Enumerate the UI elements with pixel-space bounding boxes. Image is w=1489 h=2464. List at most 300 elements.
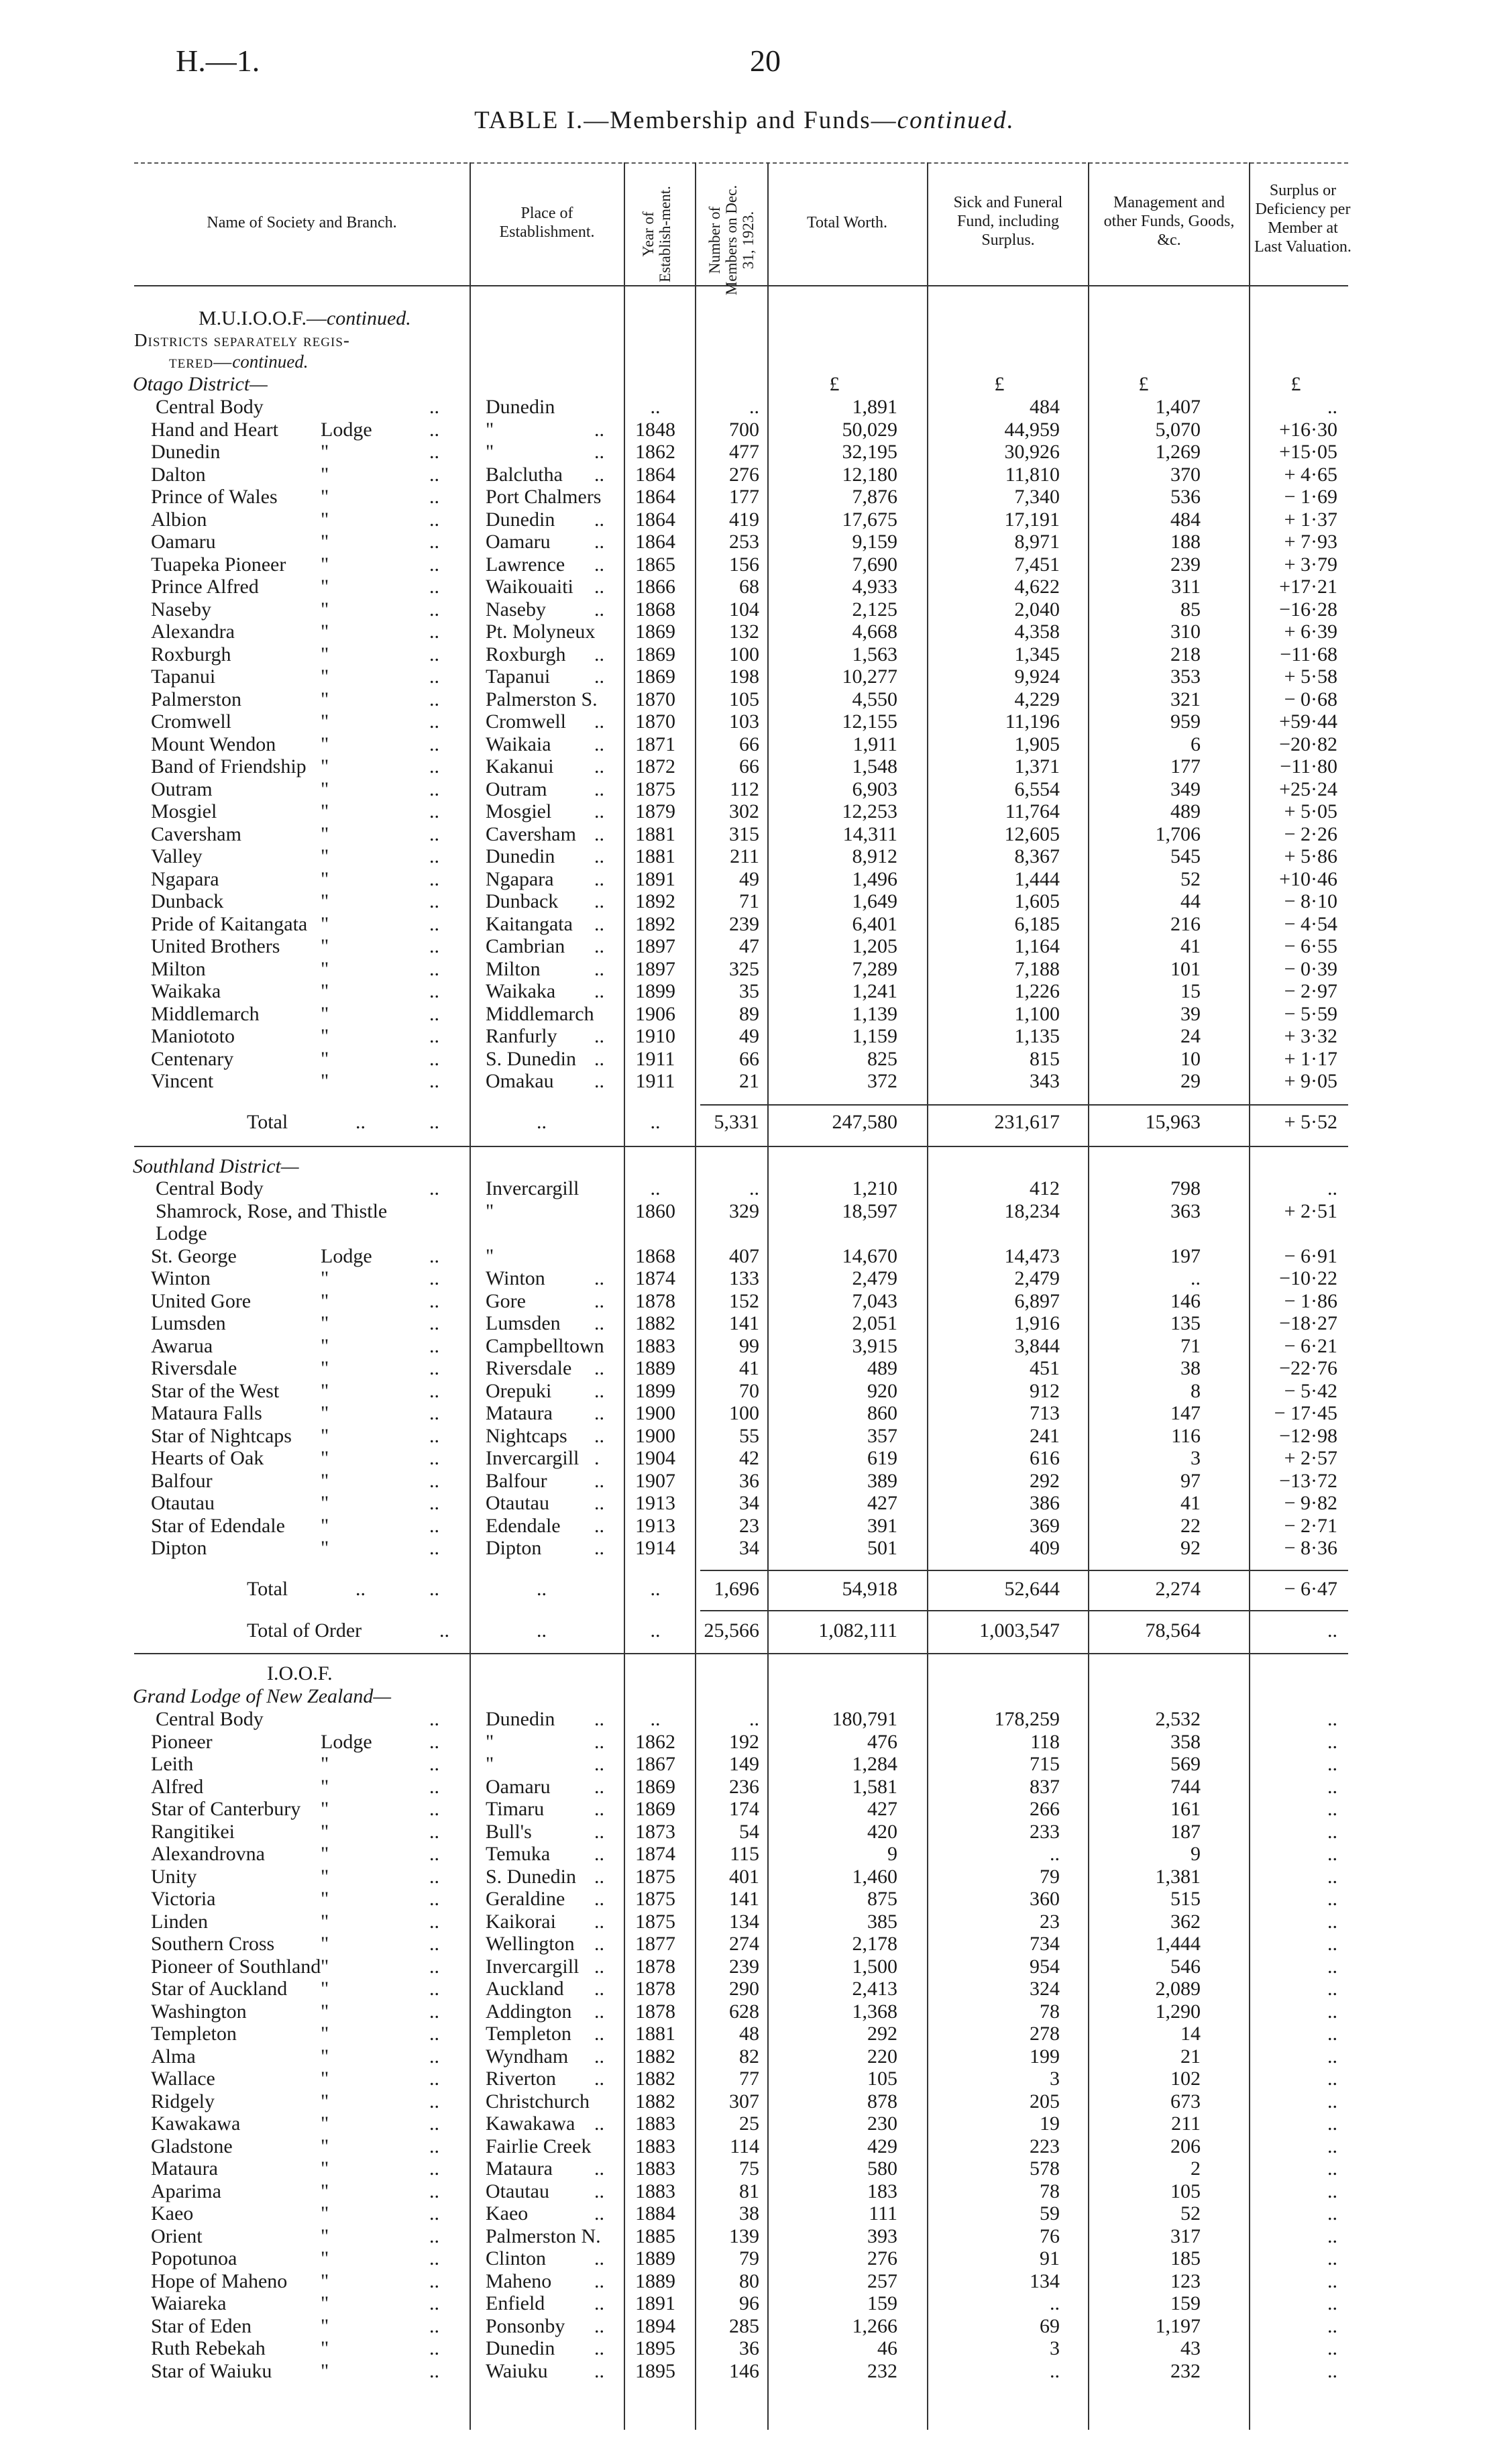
branch-name: Cromwell xyxy=(151,710,231,733)
dots: .. xyxy=(429,2068,439,2090)
management-fund: 52 xyxy=(1180,867,1201,890)
total-worth: 357 xyxy=(867,1424,897,1447)
dots: .. xyxy=(594,1775,604,1798)
place: Dipton xyxy=(486,1537,542,1559)
table-row xyxy=(0,2202,1489,2225)
management-fund: 353 xyxy=(1170,665,1201,688)
sick-fund: 30,926 xyxy=(1004,441,1060,463)
members: 141 xyxy=(729,1888,759,1910)
branch-name: United Gore xyxy=(151,1289,252,1312)
total-worth: 1,266 xyxy=(852,2314,897,2337)
management-fund: 310 xyxy=(1170,621,1201,643)
year: 1883 xyxy=(635,2135,675,2157)
surplus: + 3·32 xyxy=(1284,1025,1337,1047)
sick-fund: 52,644 xyxy=(1004,1578,1060,1600)
section-tered-label: tered— xyxy=(169,352,233,372)
branch-type: " xyxy=(321,2269,329,2292)
total-worth: 1,548 xyxy=(852,755,897,778)
year: 1874 xyxy=(635,1843,675,1865)
total-worth: 427 xyxy=(867,1492,897,1514)
surplus: −22·76 xyxy=(1279,1357,1337,1379)
sick-fund: 76 xyxy=(1040,2225,1060,2247)
branch-name: Aparima xyxy=(151,2180,221,2202)
management-fund: 10 xyxy=(1180,1047,1201,1070)
sick-fund: 19 xyxy=(1040,2112,1060,2135)
total-worth: 580 xyxy=(867,2157,897,2180)
dots: .. xyxy=(594,912,604,935)
dots: .. xyxy=(429,1820,439,1843)
dots: .. xyxy=(429,665,439,688)
branch-name: Middlemarch xyxy=(151,1002,260,1025)
year: 1875 xyxy=(635,778,675,800)
total-worth: 1,210 xyxy=(852,1177,897,1199)
members: 290 xyxy=(729,1978,759,2000)
surplus: − 1·69 xyxy=(1284,486,1337,508)
total-worth: 232 xyxy=(867,2359,897,2382)
year: 1892 xyxy=(635,912,675,935)
table-row xyxy=(0,1003,1489,1025)
col-header-sick: Sick and Funeral Fund, including Surplus. xyxy=(953,194,1063,249)
place: Waikouaiti xyxy=(486,576,573,598)
branch-name: Star of Canterbury xyxy=(151,1798,301,1820)
sick-fund: 59 xyxy=(1040,2202,1060,2225)
management-fund: 349 xyxy=(1170,778,1201,800)
members: 315 xyxy=(729,822,759,845)
place: " xyxy=(486,1753,494,1775)
dots: .. xyxy=(594,1424,604,1447)
sick-fund: 3 xyxy=(1050,2337,1060,2359)
dots: .. xyxy=(594,1312,604,1334)
dots: .. xyxy=(594,2112,604,2135)
surplus: .. xyxy=(1327,1865,1337,1888)
place: Otautau xyxy=(486,1492,549,1514)
branch-name: Riversdale xyxy=(151,1357,237,1379)
total-worth: 292 xyxy=(867,2023,897,2045)
dots: .. xyxy=(429,1047,439,1070)
sick-fund: 11,196 xyxy=(1005,710,1060,733)
sick-fund: 1,003,547 xyxy=(979,1619,1060,1642)
surplus: .. xyxy=(1327,2090,1337,2112)
place: Waiuku xyxy=(486,2359,548,2382)
total-worth: 1,241 xyxy=(852,980,897,1002)
surplus: +15·05 xyxy=(1279,441,1337,463)
branch-type: " xyxy=(321,2314,329,2337)
sick-fund: 578 xyxy=(1030,2157,1060,2180)
branch-type: " xyxy=(321,665,329,688)
branch-name: Alma xyxy=(151,2045,196,2068)
dots: .. xyxy=(429,643,439,665)
total-worth: 2,479 xyxy=(852,1267,897,1289)
dots: .. xyxy=(594,1537,604,1559)
branch-name: Gladstone xyxy=(151,2135,233,2157)
total-rule xyxy=(700,1570,1348,1571)
dots: .. xyxy=(594,1289,604,1312)
dots: .. xyxy=(429,1379,439,1402)
branch-name: Washington xyxy=(151,2000,247,2023)
surplus: .. xyxy=(1327,2045,1337,2068)
sick-fund: 451 xyxy=(1030,1357,1060,1379)
year: 1889 xyxy=(635,1357,675,1379)
surplus: .. xyxy=(1327,396,1337,418)
surplus: .. xyxy=(1327,2314,1337,2337)
branch-type: " xyxy=(321,2337,329,2359)
branch-type: " xyxy=(321,531,329,553)
dots: .. xyxy=(429,1492,439,1514)
total-worth: 14,311 xyxy=(842,822,897,845)
branch-name: Mount Wendon xyxy=(151,733,276,755)
members: 55 xyxy=(739,1424,759,1447)
sick-fund: .. xyxy=(1050,1843,1060,1865)
dots: .. xyxy=(594,1753,604,1775)
management-fund: 71 xyxy=(1180,1334,1201,1357)
total-worth: 276 xyxy=(867,2247,897,2269)
dots: .. xyxy=(429,1798,439,1820)
management-fund: 321 xyxy=(1170,688,1201,710)
sick-fund: 343 xyxy=(1030,1070,1060,1092)
management-fund: 218 xyxy=(1170,643,1201,665)
dots: .. xyxy=(429,1111,439,1133)
branch-type: " xyxy=(321,1047,329,1070)
year: 1881 xyxy=(635,845,675,867)
place: " xyxy=(486,1199,494,1222)
dots: .. xyxy=(429,508,439,531)
table-row xyxy=(0,1048,1489,1070)
branch-type: " xyxy=(321,598,329,621)
sick-fund: 205 xyxy=(1030,2090,1060,2112)
table-row xyxy=(0,1335,1489,1357)
branch-name: Palmerston xyxy=(151,688,241,710)
surplus: −10·22 xyxy=(1279,1267,1337,1289)
dots: .. xyxy=(429,822,439,845)
dots: .. xyxy=(594,822,604,845)
dots: . xyxy=(594,1447,600,1469)
sick-fund: .. xyxy=(1050,2292,1060,2314)
dots: .. xyxy=(429,2247,439,2269)
year: 1868 xyxy=(635,598,675,621)
branch-name: Maniototo xyxy=(151,1025,235,1047)
branch-type: " xyxy=(321,2292,329,2314)
place: Geraldine xyxy=(486,1888,565,1910)
members: 71 xyxy=(739,890,759,912)
sick-fund: 3 xyxy=(1050,2068,1060,2090)
management-fund: 1,444 xyxy=(1155,1933,1201,1955)
management-fund: 101 xyxy=(1170,957,1201,980)
branch-name: Oamaru xyxy=(151,531,216,553)
dots: .. xyxy=(594,1267,604,1289)
dots: .. xyxy=(594,2269,604,2292)
year: 1864 xyxy=(635,531,675,553)
branch-type: " xyxy=(321,643,329,665)
surplus: − 6·47 xyxy=(1284,1578,1337,1600)
management-fund: 2,532 xyxy=(1155,1708,1201,1730)
surplus: + 5·05 xyxy=(1284,800,1337,822)
col-header-worth: Total Worth. xyxy=(807,214,887,231)
table-title-main: TABLE I.—Membership and Funds— xyxy=(474,107,897,134)
year: 1907 xyxy=(635,1469,675,1492)
year: 1899 xyxy=(635,980,675,1002)
branch-type: " xyxy=(321,935,329,957)
branch-name: Central Body xyxy=(156,1177,264,1199)
total-worth: 6,903 xyxy=(852,778,897,800)
surplus: .. xyxy=(1327,1910,1337,1933)
total-worth: 1,368 xyxy=(852,2000,897,2023)
branch-type: " xyxy=(321,688,329,710)
members: .. xyxy=(749,1708,759,1730)
dots: .. xyxy=(429,1910,439,1933)
management-fund: 1,407 xyxy=(1155,396,1201,418)
sick-fund: 1,135 xyxy=(1014,1025,1060,1047)
dots: .. xyxy=(429,1730,439,1753)
dots: .. xyxy=(594,1888,604,1910)
sick-fund: 734 xyxy=(1030,1933,1060,1955)
management-fund: .. xyxy=(1191,1267,1201,1289)
place: Milton xyxy=(486,957,541,980)
dots: .. xyxy=(355,1578,366,1600)
branch-type: " xyxy=(321,553,329,576)
sick-fund: 4,229 xyxy=(1014,688,1060,710)
year: 1891 xyxy=(635,867,675,890)
sick-fund: 69 xyxy=(1040,2314,1060,2337)
page-number: 20 xyxy=(750,44,781,78)
total-worth: 17,675 xyxy=(842,508,897,531)
sick-fund: 1,164 xyxy=(1014,935,1060,957)
dots: .. xyxy=(429,733,439,755)
dots: .. xyxy=(594,2337,604,2359)
table-row xyxy=(0,643,1489,665)
surplus: −12·98 xyxy=(1279,1424,1337,1447)
branch-name: Dalton xyxy=(151,463,206,486)
management-fund: 116 xyxy=(1171,1424,1201,1447)
year: 1911 xyxy=(635,1070,675,1092)
table-row xyxy=(0,1312,1489,1334)
members: 48 xyxy=(739,2023,759,2045)
place: Outram xyxy=(486,778,547,800)
branch-type: " xyxy=(321,845,329,867)
table-row xyxy=(0,2068,1489,2090)
surplus: − 6·55 xyxy=(1284,935,1337,957)
year: 1870 xyxy=(635,688,675,710)
management-fund: 8 xyxy=(1191,1379,1201,1402)
sick-fund: 6,897 xyxy=(1014,1289,1060,1312)
sick-fund: 484 xyxy=(1030,396,1060,418)
total-worth: 6,401 xyxy=(852,912,897,935)
table-row xyxy=(0,2360,1489,2382)
place: Cromwell xyxy=(486,710,566,733)
total-worth: 7,289 xyxy=(852,957,897,980)
place: Tapanui xyxy=(486,665,551,688)
surplus: .. xyxy=(1327,2112,1337,2135)
branch-type: " xyxy=(321,2202,329,2225)
total-worth: 10,277 xyxy=(842,665,897,688)
sick-fund: 954 xyxy=(1030,1955,1060,1978)
dots: .. xyxy=(429,688,439,710)
table-row xyxy=(0,1515,1489,1537)
branch-type: " xyxy=(321,733,329,755)
total-worth: 257 xyxy=(867,2269,897,2292)
dots: .. xyxy=(429,980,439,1002)
sick-fund: 912 xyxy=(1030,1379,1060,1402)
dots: .. xyxy=(429,1753,439,1775)
total-worth: 1,911 xyxy=(852,733,897,755)
total-worth: 489 xyxy=(867,1357,897,1379)
branch-type: " xyxy=(321,1978,329,2000)
year: 1878 xyxy=(635,1978,675,2000)
surplus: + 9·05 xyxy=(1284,1070,1337,1092)
year: 1868 xyxy=(635,1244,675,1267)
order-total-label: Total of Order xyxy=(247,1619,362,1642)
place: Templeton xyxy=(486,2023,571,2045)
branch-type: " xyxy=(321,1798,329,1820)
total-worth: 54,918 xyxy=(842,1578,897,1600)
surplus: +17·21 xyxy=(1279,576,1337,598)
dots: .. xyxy=(594,1843,604,1865)
surplus: − 6·21 xyxy=(1284,1334,1337,1357)
total-rule xyxy=(700,1610,1348,1611)
southland-total-label: Total xyxy=(247,1578,288,1600)
dots: .. xyxy=(594,800,604,822)
total-worth: 1,581 xyxy=(852,1775,897,1798)
sick-fund: 616 xyxy=(1030,1447,1060,1469)
year: 1910 xyxy=(635,1025,675,1047)
year: 1889 xyxy=(635,2269,675,2292)
members: 419 xyxy=(729,508,759,531)
branch-name: Alexandrovna xyxy=(151,1843,265,1865)
dots: .. xyxy=(429,778,439,800)
total-worth: 389 xyxy=(867,1469,897,1492)
sick-fund: 815 xyxy=(1030,1047,1060,1070)
dots: .. xyxy=(429,2000,439,2023)
year: 1881 xyxy=(635,822,675,845)
management-fund: 39 xyxy=(1180,1002,1201,1025)
members: 236 xyxy=(729,1775,759,1798)
place: Cambrian xyxy=(486,935,565,957)
branch-name: Dunback xyxy=(151,890,224,912)
dots: .. xyxy=(594,463,604,486)
management-fund: 22 xyxy=(1180,1514,1201,1537)
total-worth: 1,563 xyxy=(852,643,897,665)
management-fund: 92 xyxy=(1180,1537,1201,1559)
management-fund: 5,070 xyxy=(1155,418,1201,441)
surplus: .. xyxy=(1327,2269,1337,2292)
table-row xyxy=(0,1776,1489,1798)
dots: .. xyxy=(429,800,439,822)
branch-type: " xyxy=(321,621,329,643)
dots: .. xyxy=(594,643,604,665)
year: 1883 xyxy=(635,2180,675,2202)
sick-fund: 6,554 xyxy=(1014,778,1060,800)
surplus: −20·82 xyxy=(1279,733,1337,755)
year: 1871 xyxy=(635,733,675,755)
place: Invercargill xyxy=(486,1447,580,1469)
dots: .. xyxy=(594,1025,604,1047)
members: 253 xyxy=(729,531,759,553)
branch-name: Band of Friendship xyxy=(151,755,307,778)
dots: .. xyxy=(429,1289,439,1312)
table-row xyxy=(0,1177,1489,1199)
members: 36 xyxy=(739,2337,759,2359)
place: Orepuki xyxy=(486,1379,552,1402)
table-row xyxy=(0,1753,1489,1775)
section-rule xyxy=(134,1146,1348,1147)
members: 34 xyxy=(739,1492,759,1514)
surplus: .. xyxy=(1327,2180,1337,2202)
branch-name: Pride of Kaitangata xyxy=(151,912,308,935)
members: 146 xyxy=(729,2359,759,2382)
sick-fund: 91 xyxy=(1040,2247,1060,2269)
surplus: + 5·86 xyxy=(1284,845,1337,867)
dots: .. xyxy=(594,441,604,463)
management-fund: 489 xyxy=(1170,800,1201,822)
surplus: − 2·71 xyxy=(1284,1514,1337,1537)
members: 80 xyxy=(739,2269,759,2292)
sick-fund: 233 xyxy=(1030,1820,1060,1843)
dots: .. xyxy=(594,1865,604,1888)
year: 1865 xyxy=(635,553,675,576)
management-fund: 959 xyxy=(1170,710,1201,733)
sick-fund: 7,340 xyxy=(1014,486,1060,508)
table-row xyxy=(0,2225,1489,2247)
members: 99 xyxy=(739,1334,759,1357)
surplus: − 8·36 xyxy=(1284,1537,1337,1559)
members: 156 xyxy=(729,553,759,576)
section-districts: Districts separately regis- xyxy=(134,330,350,350)
table-row xyxy=(0,1708,1489,1730)
branch-type: " xyxy=(321,1379,329,1402)
surplus: +59·44 xyxy=(1279,710,1337,733)
members: 96 xyxy=(739,2292,759,2314)
members: 25,566 xyxy=(704,1619,759,1642)
sick-fund: 292 xyxy=(1030,1469,1060,1492)
table-row xyxy=(0,1821,1489,1843)
place: Palmerston N. xyxy=(486,2225,601,2247)
surplus: − 2·97 xyxy=(1284,980,1337,1002)
management-fund: 362 xyxy=(1170,1910,1201,1933)
dots: .. xyxy=(594,778,604,800)
place: Omakau xyxy=(486,1070,554,1092)
sick-fund: 1,444 xyxy=(1014,867,1060,890)
place: Maheno xyxy=(486,2269,552,2292)
year: 1860 xyxy=(635,1199,675,1222)
dots: .. xyxy=(594,1708,604,1730)
branch-type: " xyxy=(321,1492,329,1514)
total-worth: 860 xyxy=(867,1402,897,1424)
dots: .. xyxy=(429,710,439,733)
branch-name: Tapanui xyxy=(151,665,216,688)
branch-type: " xyxy=(321,2359,329,2382)
members: 100 xyxy=(729,1402,759,1424)
dots: .. xyxy=(429,755,439,778)
section-muioof-continued: continued. xyxy=(326,307,411,329)
management-fund: 2,089 xyxy=(1155,1978,1201,2000)
surplus: − 2·26 xyxy=(1284,822,1337,845)
branch-type: " xyxy=(321,2157,329,2180)
management-fund: 9 xyxy=(1191,1843,1201,1865)
place: Edendale xyxy=(486,1514,561,1537)
members: 239 xyxy=(729,912,759,935)
sick-fund: 1,371 xyxy=(1014,755,1060,778)
members: 49 xyxy=(739,867,759,890)
sick-fund: 713 xyxy=(1030,1402,1060,1424)
members: 407 xyxy=(729,1244,759,1267)
dots: .. xyxy=(594,2157,604,2180)
table-row xyxy=(0,576,1489,598)
branch-type: " xyxy=(321,2180,329,2202)
sick-fund: 118 xyxy=(1030,1730,1060,1753)
management-fund: 484 xyxy=(1170,508,1201,531)
sick-fund: 409 xyxy=(1030,1537,1060,1559)
surplus: +16·30 xyxy=(1279,418,1337,441)
branch-name: Leith xyxy=(151,1753,194,1775)
